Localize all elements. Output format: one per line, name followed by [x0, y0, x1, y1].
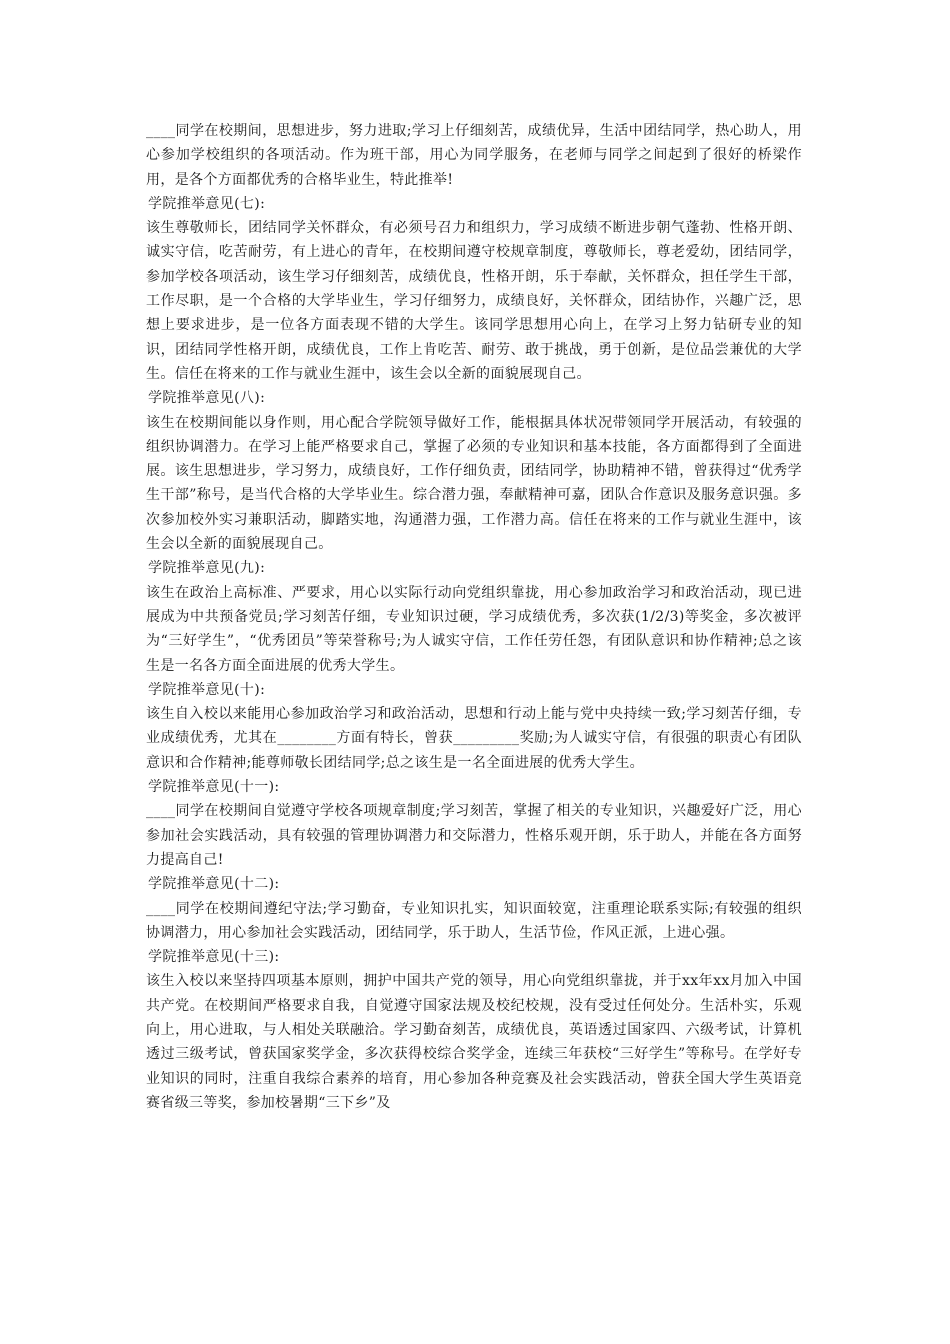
paragraph-recommendation-8: 该生在校期间能以身作则，用心配合学院领导做好工作，能根据具体状况带领同学开展活动，有较强的组织协调潜力。在学习上能严格要求自己，掌握了必须的专业知识和基本技能，各方面都得到了全面进展。该生思想进步，学习努力，成绩良好，工作仔细负责，团结同学，协助精神不错，曾获得过“优秀学生干部”称号，是当代合格的大学毕业生。综合潜力强，奉献精神可嘉，团队合作意识及服务意识强。多次参加校外实习兼职活动，脚踏实地，沟通潜力强，工作潜力高。信任在将来的工作与就业生涯中，该生会以全新的面貌展现自己。	[146, 414, 802, 553]
paragraph-recommendation-13: 该生入校以来坚持四项基本原则，拥护中国共产党的领导，用心向党组织靠拢，并于xx年xx月加入中国共产党。在校期间严格要求自我，自觉遵守国家法规及校纪校规，没有受过任何处分。生活朴实，乐观向上，用心进取，与人相处关联融洽。学习勤奋刻苦，成绩优良，英语透过国家四、六级考试，计算机透过三级考试，曾获国家奖学金，多次获得校综合奖学金，连续三年获校“三好学生”等称号。在学好专业知识的同时，注重自我综合素养的培育，用心参加各种竞赛及社会实践活动，曾获全国大学生英语竞赛省级三等奖，参加校暑期“三下乡”及	[146, 973, 802, 1111]
paragraph-recommendation-9: 该生在政治上高标准、严要求，用心以实际行动向党组织靠拢，用心参加政治学习和政治活动，现已进展成为中共预备党员;学习刻苦仔细，专业知识过硬，学习成绩优秀，多次获(1/2/3)等奖金，多次被评为“三好学生”，“优秀团员”等荣誉称号;为人诚实守信，工作任劳任怨，有团队意识和协作精神;总之该生是一名各方面全面进展的优秀大学生。	[146, 584, 802, 674]
heading-recommendation-12: 学院推举意见(十二):	[148, 876, 280, 893]
heading-recommendation-11: 学院推举意见(十一):	[148, 779, 280, 796]
paragraph-recommendation-10: 该生自入校以来能用心参加政治学习和政治活动，思想和行动上能与党中央持续一致;学习刻苦仔细，专业成绩优秀，尤其在________方面有特长，曾获_________奖励;为人诚实守信，有很强的职责心有团队意识和合作精神;能尊师敬长团结同学;总之该生是一名全面进展的优秀大学生。	[146, 706, 802, 771]
paragraph-intro: ____同学在校期间，思想进步，努力进取;学习上仔细刻苦，成绩优异，生活中团结同学，热心助人，用心参加学校组织的各项活动。作为班干部，用心为同学服务，在老师与同学之间起到了很好的桥梁作用，是各个方面都优秀的合格毕业生，特此推举!	[146, 123, 802, 188]
document-page	[146, 119, 802, 1115]
heading-recommendation-10: 学院推举意见(十):	[148, 681, 266, 698]
heading-recommendation-9: 学院推举意见(九):	[148, 560, 266, 577]
heading-recommendation-7: 学院推举意见(七):	[148, 195, 266, 212]
paragraph-recommendation-11: ____同学在校期间自觉遵守学校各项规章制度;学习刻苦，掌握了相关的专业知识，兴趣爱好广泛，用心参加社会实践活动，具有较强的管理协调潜力和交际潜力，性格乐观开朗，乐于助人，并能在各方面努力提高自己!	[146, 803, 802, 868]
heading-recommendation-13: 学院推举意见(十三):	[148, 949, 280, 966]
paragraph-recommendation-12: ____同学在校期间遵纪守法;学习勤奋，专业知识扎实，知识面较宽，注重理论联系实际;有较强的组织协调潜力，用心参加社会实践活动，团结同学，乐于助人，生活节俭，作风正派，上进心强。	[146, 900, 802, 941]
paragraph-recommendation-7: 该生尊敬师长，团结同学关怀群众，有必须号召力和组织力，学习成绩不断进步朝气蓬勃、性格开朗、诚实守信，吃苦耐劳，有上进心的青年，在校期间遵守校规章制度，尊敬师长，尊老爱幼，团结同学，参加学校各项活动，该生学习仔细刻苦，成绩优良，性格开朗，乐于奉献，关怀群众，担任学生干部，工作尽职，是一个合格的大学毕业生，学习仔细努力，成绩良好，关怀群众，团结协作，兴趣广泛，思想上要求进步，是一位各方面表现不错的大学生。该同学思想用心向上，在学习上努力钻研专业的知识，团结同学性格开朗，成绩优良，工作上肯吃苦、耐劳、敢于挑战，勇于创新，是位品尝兼优的大学生。信任在将来的工作与就业生涯中，该生会以全新的面貌展现自己。	[146, 220, 802, 382]
heading-recommendation-8: 学院推举意见(八):	[148, 390, 266, 407]
